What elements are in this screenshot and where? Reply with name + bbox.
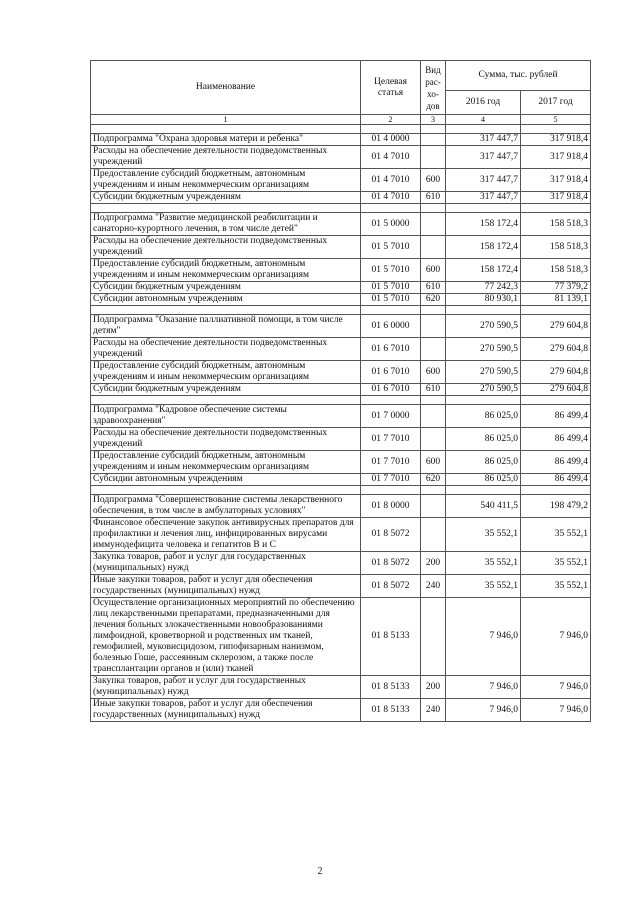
column-number-row (91, 115, 591, 125)
row-type-cell: 240 (421, 575, 446, 598)
row-name-cell: Предоставление субсидий бюджетным, автономным учреждениям и иным некоммерческим организациям (91, 259, 361, 282)
spacer-cell (361, 306, 421, 315)
row-type-cell (421, 315, 446, 338)
row-2017-cell: 279 604,8 (521, 384, 591, 396)
row-2017-cell: 77 379,2 (521, 282, 591, 294)
spacer-cell (361, 486, 421, 495)
row-type-cell: 600 (421, 169, 446, 192)
row-2016-cell: 158 172,4 (446, 213, 521, 236)
spacer-cell (521, 306, 591, 315)
row-target-cell: 01 8 5072 (361, 518, 421, 552)
spacer-row (91, 125, 591, 134)
spacer-cell (446, 204, 521, 213)
row-type-cell: 200 (421, 676, 446, 699)
row-2016-cell: 80 930,1 (446, 294, 521, 306)
row-2016-cell: 270 590,5 (446, 338, 521, 361)
row-2016-cell: 270 590,5 (446, 384, 521, 396)
row-type-cell: 600 (421, 451, 446, 474)
spacer-cell (446, 125, 521, 134)
row-type-cell: 610 (421, 282, 446, 294)
row-target-cell: 01 6 7010 (361, 384, 421, 396)
spacer-cell (421, 125, 446, 134)
subprogram-row (91, 134, 591, 146)
table-row (91, 192, 591, 204)
spacer-cell (521, 396, 591, 405)
row-2016-cell: 540 411,5 (446, 495, 521, 518)
spacer-cell (446, 396, 521, 405)
table-row (91, 552, 591, 575)
row-target-cell: 01 4 7010 (361, 169, 421, 192)
row-2016-cell: 158 172,4 (446, 259, 521, 282)
row-2017-cell: 81 139,1 (521, 294, 591, 306)
row-type-cell (421, 236, 446, 259)
row-target-cell: 01 4 7010 (361, 146, 421, 169)
row-name-cell: Предоставление субсидий бюджетным, автономным учреждениям и иным некоммерческим организациям (91, 451, 361, 474)
spacer-cell (446, 306, 521, 315)
row-2017-cell: 279 604,8 (521, 361, 591, 384)
row-2017-cell: 35 552,1 (521, 518, 591, 552)
spacer-cell (91, 204, 361, 213)
row-name-cell: Иные закупки товаров, работ и услуг для обеспечения государственных (муниципальных) нужд (91, 699, 361, 722)
row-name-cell: Подпрограмма "Оказание паллиативной помощи, в том числе детям" (91, 315, 361, 338)
row-name-cell: Расходы на обеспечение деятельности подведомственных учреждений (91, 338, 361, 361)
row-2016-cell: 86 025,0 (446, 428, 521, 451)
spacer-cell (421, 396, 446, 405)
column-number: 5 (521, 115, 591, 125)
spacer-row (91, 306, 591, 315)
row-name-cell: Расходы на обеспечение деятельности подведомственных учреждений (91, 428, 361, 451)
row-target-cell: 01 6 7010 (361, 338, 421, 361)
row-2017-cell: 317 918,4 (521, 134, 591, 146)
row-2017-cell: 35 552,1 (521, 552, 591, 575)
row-target-cell: 01 5 0000 (361, 213, 421, 236)
row-name-cell: Субсидии автономным учреждениям (91, 294, 361, 306)
header-sum: Сумма, тыс. рублей (446, 61, 591, 91)
row-type-cell: 610 (421, 384, 446, 396)
row-2017-cell: 86 499,4 (521, 451, 591, 474)
table-row (91, 676, 591, 699)
row-type-cell: 620 (421, 294, 446, 306)
column-number: 3 (421, 115, 446, 125)
row-2016-cell: 7 946,0 (446, 598, 521, 676)
spacer-cell (91, 306, 361, 315)
row-name-cell: Осуществление организационных мероприятий по обеспечению лиц лекарственными препаратами, предназначенными для лечения больных злокачественными новообразованиями лимфоидной, кроветворной и родственных им тканей, гемофилией, муковисцидозом, гипофизарным нанизмом, болезнью Гоше, рассеянным склерозом, а также после трансплантации органов и (или) тканей (91, 598, 361, 676)
row-type-cell: 610 (421, 192, 446, 204)
header-year-2016: 2016 год (446, 91, 521, 115)
table-row (91, 146, 591, 169)
row-type-cell (421, 518, 446, 552)
row-2016-cell: 270 590,5 (446, 361, 521, 384)
spacer-cell (421, 306, 446, 315)
row-2017-cell: 317 918,4 (521, 146, 591, 169)
row-name-cell: Подпрограмма "Охрана здоровья матери и ребенка" (91, 134, 361, 146)
row-type-cell (421, 338, 446, 361)
table-row (91, 518, 591, 552)
spacer-cell (91, 486, 361, 495)
row-name-cell: Расходы на обеспечение деятельности подведомственных учреждений (91, 146, 361, 169)
row-type-cell (421, 134, 446, 146)
table-row (91, 294, 591, 306)
row-2016-cell: 77 242,3 (446, 282, 521, 294)
row-type-cell (421, 213, 446, 236)
row-target-cell: 01 6 7010 (361, 361, 421, 384)
column-number: 4 (446, 115, 521, 125)
row-2016-cell: 86 025,0 (446, 451, 521, 474)
row-name-cell: Подпрограмма "Развитие медицинской реабилитации и санаторно-курортного лечения, в том числе детей" (91, 213, 361, 236)
row-target-cell: 01 7 0000 (361, 405, 421, 428)
spacer-row (91, 204, 591, 213)
row-2016-cell: 317 447,7 (446, 192, 521, 204)
row-2016-cell: 35 552,1 (446, 575, 521, 598)
row-2016-cell: 7 946,0 (446, 676, 521, 699)
row-2016-cell: 158 172,4 (446, 236, 521, 259)
spacer-cell (421, 204, 446, 213)
spacer-cell (446, 486, 521, 495)
subprogram-row (91, 213, 591, 236)
table-row (91, 451, 591, 474)
row-target-cell: 01 5 7010 (361, 282, 421, 294)
subprogram-row (91, 495, 591, 518)
table-row (91, 384, 591, 396)
row-type-cell (421, 495, 446, 518)
table-row (91, 338, 591, 361)
table-row (91, 361, 591, 384)
spacer-cell (421, 486, 446, 495)
header-name: Наименование (91, 61, 361, 115)
row-type-cell (421, 405, 446, 428)
row-target-cell: 01 4 7010 (361, 192, 421, 204)
column-number: 2 (361, 115, 421, 125)
spacer-cell (91, 125, 361, 134)
row-name-cell: Предоставление субсидий бюджетным, автономным учреждениям и иным некоммерческим организациям (91, 169, 361, 192)
row-target-cell: 01 4 0000 (361, 134, 421, 146)
row-target-cell: 01 7 7010 (361, 474, 421, 486)
row-2017-cell: 86 499,4 (521, 428, 591, 451)
spacer-cell (521, 204, 591, 213)
row-name-cell: Субсидии бюджетным учреждениям (91, 192, 361, 204)
row-type-cell (421, 598, 446, 676)
row-name-cell: Иные закупки товаров, работ и услуг для обеспечения государственных (муниципальных) нужд (91, 575, 361, 598)
row-name-cell: Субсидии бюджетным учреждениям (91, 384, 361, 396)
row-2016-cell: 317 447,7 (446, 146, 521, 169)
spacer-cell (361, 204, 421, 213)
row-2016-cell: 270 590,5 (446, 315, 521, 338)
row-2017-cell: 35 552,1 (521, 575, 591, 598)
header-type: Вид рас-хо-дов (421, 61, 446, 115)
table-header (91, 61, 591, 125)
row-name-cell: Расходы на обеспечение деятельности подведомственных учреждений (91, 236, 361, 259)
row-2017-cell: 279 604,8 (521, 338, 591, 361)
row-2017-cell: 86 499,4 (521, 405, 591, 428)
row-name-cell: Финансовое обеспечение закупок антивирусных препаратов для профилактики и лечения лиц, инфицированных вирусами иммунодефицита человека и гепатитов В и С (91, 518, 361, 552)
row-name-cell: Закупка товаров, работ и услуг для государственных (муниципальных) нужд (91, 676, 361, 699)
row-2017-cell: 86 499,4 (521, 474, 591, 486)
row-target-cell: 01 8 5133 (361, 699, 421, 722)
row-2016-cell: 35 552,1 (446, 552, 521, 575)
spacer-cell (521, 125, 591, 134)
row-type-cell: 600 (421, 259, 446, 282)
column-number: 1 (91, 115, 361, 125)
row-target-cell: 01 5 7010 (361, 259, 421, 282)
row-2017-cell: 7 946,0 (521, 676, 591, 699)
row-2017-cell: 158 518,3 (521, 259, 591, 282)
subprogram-row (91, 405, 591, 428)
row-target-cell: 01 5 7010 (361, 294, 421, 306)
row-target-cell: 01 8 5072 (361, 552, 421, 575)
page-number: 2 (317, 866, 323, 877)
row-target-cell: 01 7 7010 (361, 451, 421, 474)
subprogram-row (91, 315, 591, 338)
table-row (91, 474, 591, 486)
budget-table (90, 60, 591, 722)
row-name-cell: Субсидии бюджетным учреждениям (91, 282, 361, 294)
spacer-cell (91, 396, 361, 405)
table-row (91, 598, 591, 676)
row-type-cell (421, 428, 446, 451)
row-name-cell: Субсидии автономным учреждениям (91, 474, 361, 486)
header-target: Целевая статья (361, 61, 421, 115)
row-type-cell: 240 (421, 699, 446, 722)
row-target-cell: 01 5 7010 (361, 236, 421, 259)
row-2017-cell: 279 604,8 (521, 315, 591, 338)
row-type-cell (421, 146, 446, 169)
row-2017-cell: 158 518,3 (521, 236, 591, 259)
spacer-cell (521, 486, 591, 495)
spacer-cell (361, 396, 421, 405)
row-name-cell: Подпрограмма "Совершенствование системы лекарственного обеспечения, в том числе в амбулаторных условиях" (91, 495, 361, 518)
row-2017-cell: 7 946,0 (521, 598, 591, 676)
row-target-cell: 01 6 0000 (361, 315, 421, 338)
table-body (91, 125, 591, 722)
table-row (91, 699, 591, 722)
row-2016-cell: 86 025,0 (446, 474, 521, 486)
table-row (91, 282, 591, 294)
row-2017-cell: 158 518,3 (521, 213, 591, 236)
row-type-cell: 600 (421, 361, 446, 384)
row-2016-cell: 86 025,0 (446, 405, 521, 428)
row-name-cell: Закупка товаров, работ и услуг для государственных (муниципальных) нужд (91, 552, 361, 575)
table-row (91, 428, 591, 451)
table-row (91, 236, 591, 259)
row-target-cell: 01 7 7010 (361, 428, 421, 451)
row-2016-cell: 317 447,7 (446, 134, 521, 146)
row-type-cell: 620 (421, 474, 446, 486)
table-row (91, 169, 591, 192)
row-2017-cell: 317 918,4 (521, 192, 591, 204)
row-target-cell: 01 8 5072 (361, 575, 421, 598)
spacer-row (91, 486, 591, 495)
row-target-cell: 01 8 5133 (361, 676, 421, 699)
row-name-cell: Предоставление субсидий бюджетным, автономным учреждениям и иным некоммерческим организациям (91, 361, 361, 384)
row-type-cell: 200 (421, 552, 446, 575)
row-2016-cell: 35 552,1 (446, 518, 521, 552)
row-2017-cell: 198 479,2 (521, 495, 591, 518)
row-target-cell: 01 8 5133 (361, 598, 421, 676)
row-target-cell: 01 8 0000 (361, 495, 421, 518)
table-row (91, 575, 591, 598)
header-year-2017: 2017 год (521, 91, 591, 115)
spacer-row (91, 396, 591, 405)
spacer-cell (361, 125, 421, 134)
row-2016-cell: 317 447,7 (446, 169, 521, 192)
row-2017-cell: 7 946,0 (521, 699, 591, 722)
row-2016-cell: 7 946,0 (446, 699, 521, 722)
row-name-cell: Подпрограмма "Кадровое обеспечение системы здравоохранения" (91, 405, 361, 428)
row-2017-cell: 317 918,4 (521, 169, 591, 192)
table-row (91, 259, 591, 282)
